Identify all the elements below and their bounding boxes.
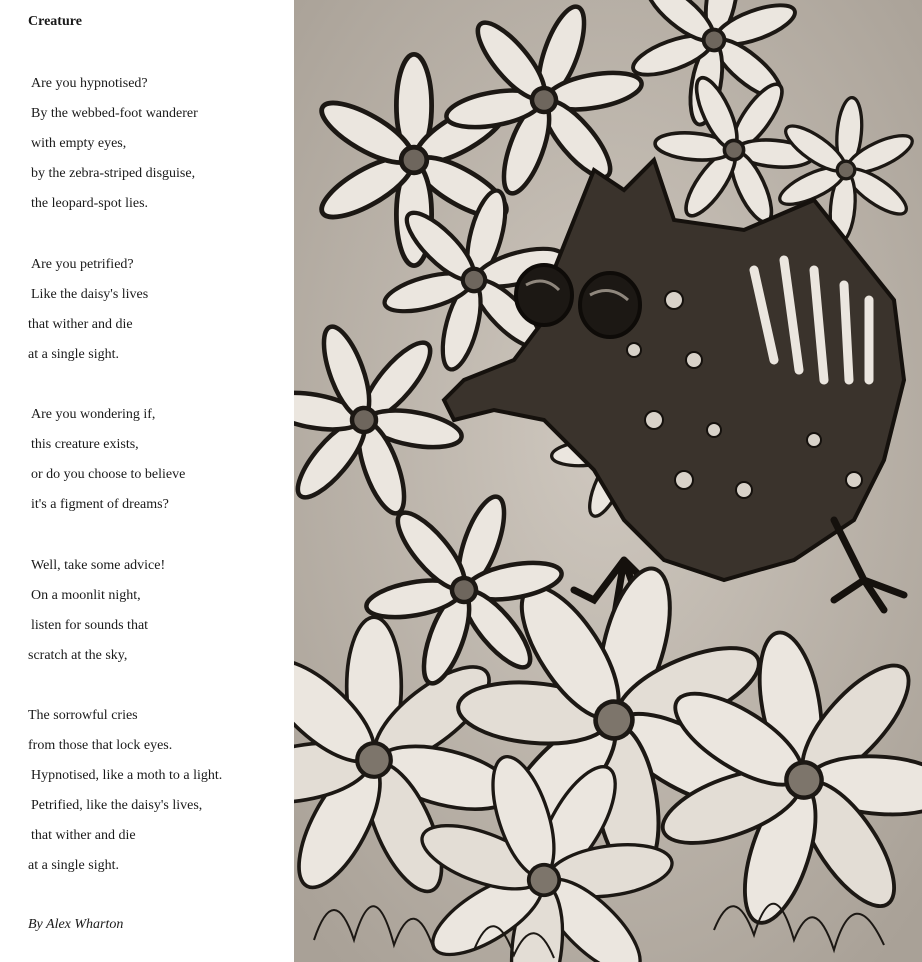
poem-line: Hypnotised, like a moth to a light. — [31, 768, 223, 784]
poem-body — [28, 74, 222, 887]
poem-line: Are you hypnotised? — [31, 76, 148, 91]
poem-line: Petrified, like the daisy's lives, — [31, 798, 203, 814]
poem-panel — [0, 0, 294, 962]
stanza-break — [28, 525, 222, 555]
poem-line: Well, take some advice! — [31, 557, 166, 573]
stanza-break — [28, 224, 222, 254]
poem-line: Are you petrified? — [31, 256, 134, 272]
poem-line: the leopard-spot lies. — [31, 196, 149, 212]
stanza-break — [28, 676, 222, 706]
creature-illustration — [294, 0, 922, 962]
poem-line: Like the daisy's lives — [31, 286, 149, 302]
poem-line: that wither and die — [31, 828, 136, 844]
poem-line: at a single sight. — [28, 858, 119, 874]
stanza-break — [28, 375, 222, 405]
poem-line: or do you choose to believe — [31, 467, 186, 483]
poem-line: it's a figment of dreams? — [31, 497, 169, 513]
poem-title: Creature — [28, 14, 82, 29]
poem-line: On a moonlit night, — [31, 587, 141, 603]
poem-line: this creature exists, — [31, 437, 139, 453]
poem-line: at a single sight. — [28, 346, 119, 362]
poem-line: with empty eyes, — [31, 136, 127, 152]
poem-line: from those that lock eyes. — [28, 738, 173, 754]
poem-line: listen for sounds that — [31, 617, 149, 633]
poem-line: The sorrowful cries — [28, 707, 138, 723]
poem-line: scratch at the sky, — [28, 647, 128, 663]
author-credit: By Alex Wharton — [28, 917, 124, 932]
poem-line: Are you wondering if, — [31, 407, 156, 423]
poem-line: that wither and die — [28, 316, 133, 332]
poem-line: by the zebra-striped disguise, — [31, 166, 196, 182]
poem-line: By the webbed-foot wanderer — [31, 106, 198, 122]
